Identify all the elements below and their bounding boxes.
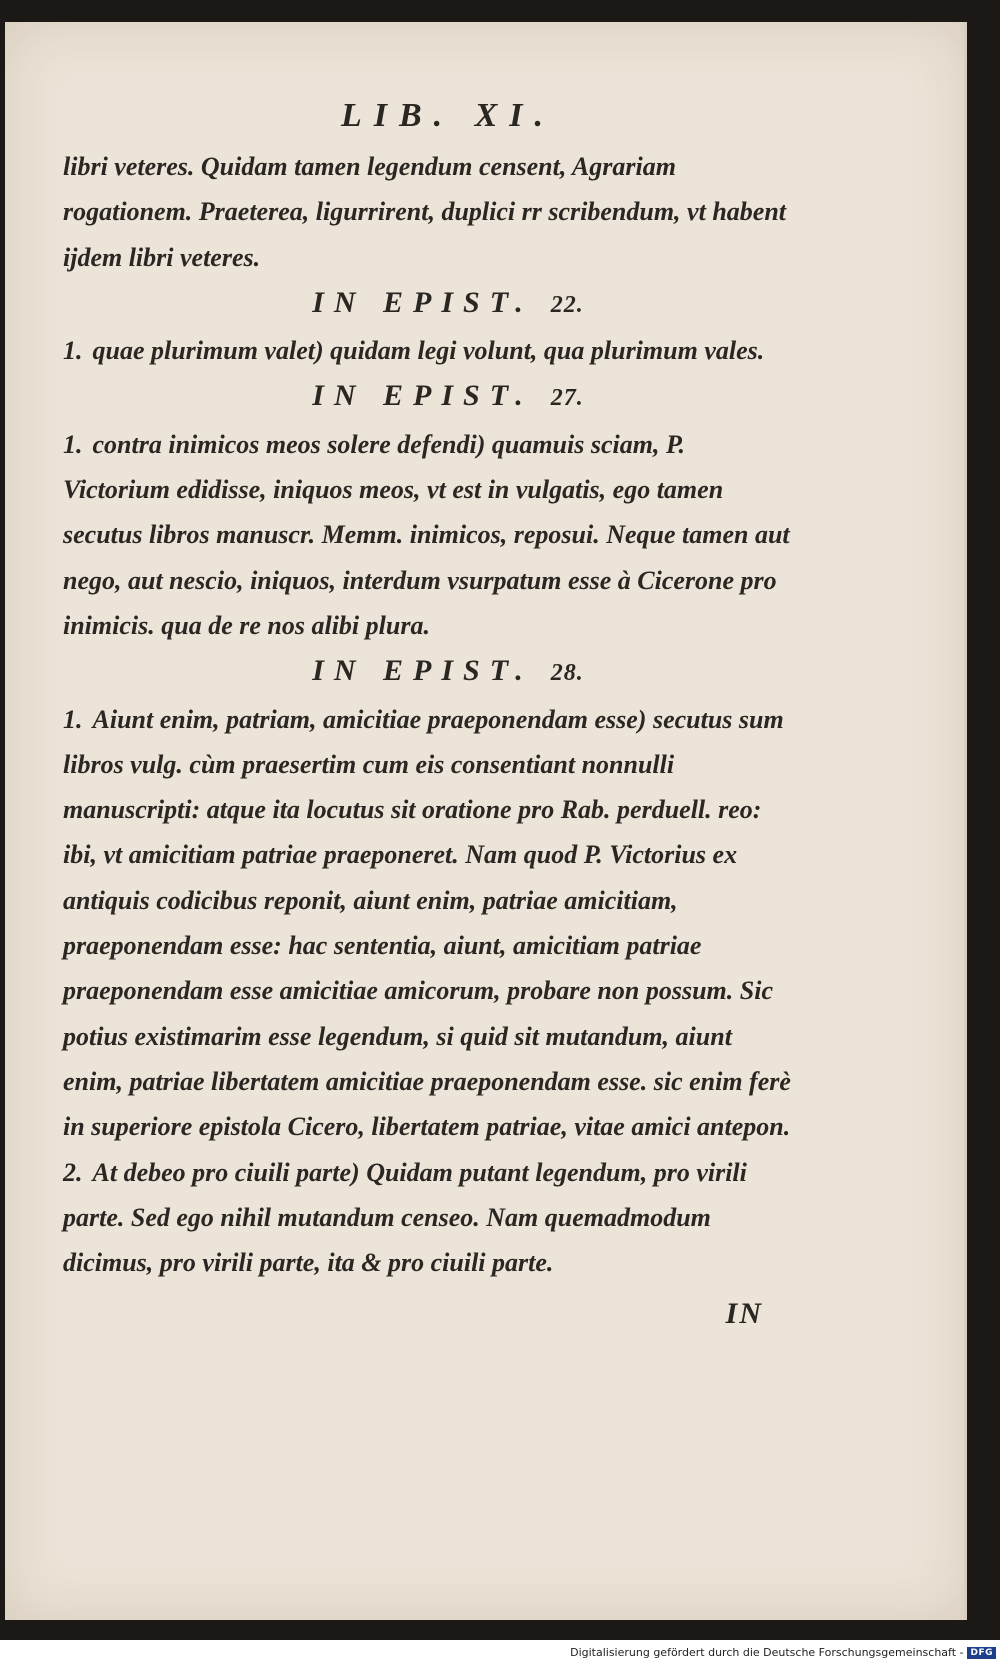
running-head: LIB. XI.	[340, 97, 556, 134]
note-epist-22-1	[63, 328, 793, 373]
note-marker: 1.	[63, 704, 83, 734]
note-epist-28-1	[63, 697, 793, 1150]
note-marker: 1.	[63, 336, 83, 366]
credit-text: Digitalisierung gefördert durch die Deutsche Forschungsgemeinschaft -	[570, 1646, 964, 1659]
page-text	[63, 88, 793, 1337]
section-number: 28.	[550, 660, 584, 687]
note-text: contra inimicos meos solere defendi) quamuis sciam, P. Victorium edidisse, iniquos meos, vt est in vulgatis, ego tamen secutus libros manuscr. Memm. inimicos, reposui. Neque tamen aut nego, aut nescio, iniquos, interdum vsurpatum esse à Cicerone pro inimicis. qua de re nos alibi plura.	[63, 429, 790, 640]
section-number: 27.	[550, 385, 584, 412]
catchword: IN	[725, 1297, 763, 1331]
opening-text: libri veteres. Quidam tamen legendum censent, Agrariam rogationem. Praeterea, ligurrirent, duplici rr scribendum, vt habent ijdem libri veteres.	[63, 152, 786, 272]
section-heading-epist-28: IN EPIST. 28.	[312, 654, 584, 688]
page-edge	[964, 22, 967, 1620]
section-heading-epist-22: IN EPIST. 22.	[312, 285, 584, 319]
section-number: 22.	[550, 291, 584, 318]
note-marker: 2.	[63, 1157, 83, 1187]
dfg-logo-icon: DFG	[967, 1647, 996, 1659]
note-epist-28-2	[63, 1150, 793, 1286]
note-text: At debeo pro ciuili parte) Quidam putant legendum, pro virili parte. Sed ego nihil mutandum censeo. Nam quemadmodum dicimus, pro virili parte, ita & pro ciuili parte.	[63, 1157, 747, 1278]
book-page	[5, 22, 967, 1620]
note-marker: 1.	[63, 429, 83, 459]
note-text: quae plurimum valet) quidam legi volunt, qua plurimum vales.	[92, 336, 765, 366]
note-epist-27-1	[63, 422, 793, 648]
digitization-credit	[570, 1646, 996, 1659]
note-text: Aiunt enim, patriam, amicitiae praeponendam esse) secutus sum libros vulg. cùm praesertim cum eis consentiant nonnulli manuscripti: atque ita locutus sit oratione pro Rab. perduell. reo: ibi, vt amicitiam patriae praeponeret. Nam quod P. Victorius ex antiquis codicibus reponit, aiunt enim, patriae amicitiam, praeponendam esse: hac sententia, aiunt, amicitiam patriae praeponendam esse amicitiae amicorum, probare non possum. Sic potius existimarim esse legendum, si quid sit mutandum, aiunt enim, patriae libertatem amicitiae praeponendam esse. sic enim ferè in superiore epistola Cicero, libertatem patriae, vitae amici antepon.	[63, 704, 791, 1142]
opening-paragraph	[63, 144, 793, 280]
section-heading-epist-27: IN EPIST. 27.	[312, 379, 584, 413]
